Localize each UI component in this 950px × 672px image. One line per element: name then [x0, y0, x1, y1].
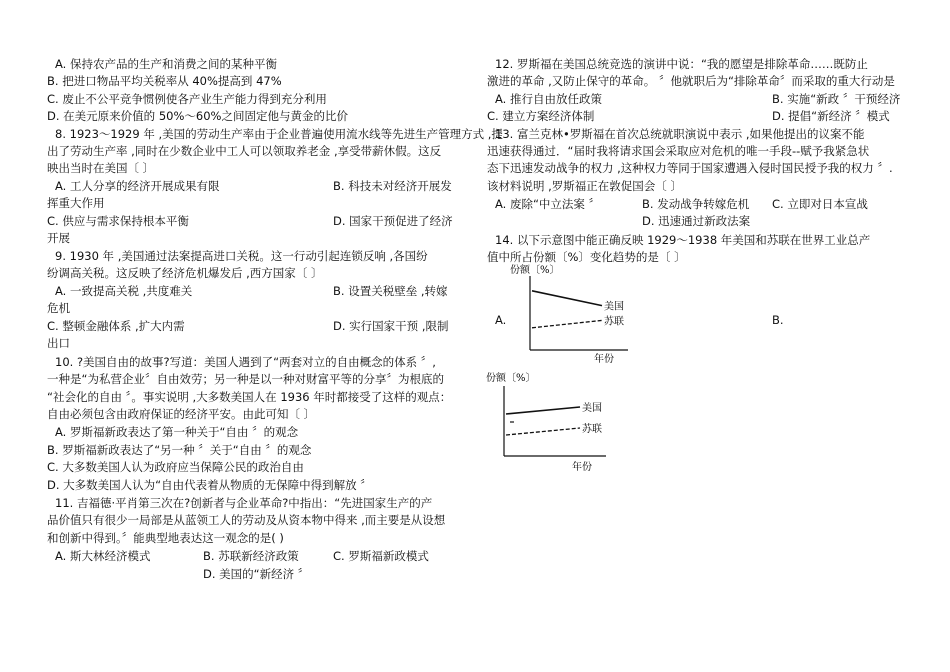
chart-a [508, 262, 638, 364]
q10-stem-line3: “社会化的自由 〞。事实说明 ,大多数美国人在 1936 年时都接受了这样的观点： [47, 390, 452, 404]
q7-option-b[interactable]: B. 把进口物品平均关税率从 40%提高到 47% [47, 74, 282, 88]
chart-b-legend-ussr: 苏联 [582, 424, 602, 435]
q8-stem-line2: 出了劳动生产率 ,同时在少数企业中工人可以领取养老金 ,享受带薪休假。这反 [47, 144, 442, 158]
chart-b-ylabel: 份额〔%〕 [486, 373, 536, 384]
q10-option-d[interactable]: D. 大多数美国人认为“自由代表着从物质的无保障中得到解放 〞 [47, 478, 372, 492]
chart-a-series-line-ussr [532, 320, 602, 327]
q13-stem-line4: 该材料说明 ,罗斯福正在敦促国会〔 〕 [487, 179, 682, 193]
q13-stem-line3: 态下迅速发动战争的权力 ,这种权力等同于国家遭遇入侵时国民授予我的权力 〞. [487, 161, 893, 175]
q11-stem-line3: 和创新中得到。〞能典型地表达这一观念的是( ) [47, 531, 284, 545]
q9-option-b[interactable]: B. 设置关税壁垒 ,转嫁 [333, 284, 448, 298]
q11-option-a[interactable]: A. 斯大林经济模式 [55, 549, 151, 563]
q8-option-a[interactable]: A. 工人分享的经济开展成果有限 [55, 179, 220, 193]
q9-option-a[interactable]: A. 一致提高关税 ,共度难关 [55, 284, 193, 298]
q14-option-b[interactable]: B. [772, 313, 784, 327]
q9-option-d[interactable]: D. 实行国家干预 ,限制 [333, 319, 449, 333]
q14-stem-line2: 值中所占份额〔%〕变化趋势的是〔 〕 [487, 250, 686, 264]
chart-a-series-line-usa [532, 291, 602, 306]
q11-option-d[interactable]: D. 美国的“新经济 〞 [203, 567, 310, 581]
q10-stem-line4: 自由必须包含由政府保证的经济平安。由此可知〔 〕 [47, 407, 316, 421]
q9-stem-line1: 9. 1930 年 ,美国通过法案提高进口关税。这一行动引起连锁反响 ,各国纷 [55, 249, 428, 263]
chart-b-series-line-ussr [506, 428, 580, 435]
chart-b [484, 370, 614, 474]
q8-stem-line3: 映出当时在美国〔 〕 [47, 161, 155, 175]
chart-b-series-line-usa [506, 407, 580, 414]
q8-option-b[interactable]: B. 科技未对经济开展发 [333, 179, 452, 193]
q7-option-d[interactable]: D. 在美元原来价值的 50%～60%之间固定他与黄金的比价 [47, 109, 348, 123]
q12-stem-line2: 激进的革命 ,又防止保守的革命。 〞他就职后为“排除革命〞而采取的重大行动是 [487, 74, 895, 88]
q10-stem-line2: 一种是“为私营企业〞自由效劳；另一种是以一种对财富平等的分享〞为根底的 [47, 372, 444, 386]
chart-a-legend-usa: 美国 [604, 301, 624, 313]
q13-option-b[interactable]: B. 发动战争转嫁危机 [642, 197, 750, 211]
q11-stem-line2: 品价值只有很少一局部是从蓝领工人的劳动及从资本物中得来 ,而主要是从设想 [47, 513, 446, 527]
q7-option-a[interactable]: A. 保持农产品的生产和消费之间的某种平衡 [55, 57, 277, 71]
q13-option-c[interactable]: C. 立即对日本宣战 [772, 197, 868, 211]
q8-option-d-cont: 开展 [47, 231, 70, 245]
q9-option-c[interactable]: C. 整顿金融体系 ,扩大内需 [47, 319, 185, 333]
q11-option-c[interactable]: C. 罗斯福新政模式 [333, 549, 429, 563]
chart-b-xlabel: 年份 [572, 462, 592, 473]
q9-option-d-cont: 出口 [47, 336, 70, 350]
q10-option-c[interactable]: C. 大多数美国人认为政府应当保障公民的政治自由 [47, 460, 304, 474]
q10-stem-line1: 10. ?美国自由的故事?写道：美国人遇到了“两套对立的自由概念的体系 〞, [55, 355, 436, 369]
q9-option-b-cont: 危机 [47, 301, 70, 315]
q13-option-a[interactable]: A. 废除“中立法案 〞 [495, 197, 601, 211]
q11-option-b[interactable]: B. 苏联新经济政策 [203, 549, 299, 563]
q12-option-c[interactable]: C. 建立方案经济体制 [487, 109, 595, 123]
q12-option-a[interactable]: A. 推行自由放任政策 [495, 92, 602, 106]
q8-stem-line1: 8. 1923～1929 年 ,美国的劳动生产率由于企业普遍使用流水线等先进生产管理方式 ,提 [55, 127, 503, 141]
chart-a-ylabel: 份额〔%〕 [510, 265, 560, 276]
q10-option-b[interactable]: B. 罗斯福新政表达了“另一种 〞关于“自由 〞的观念 [47, 443, 312, 457]
q13-stem-line1: 13. 富兰克林•罗斯福在首次总统就职演说中表示 ,如果他提出的议案不能 [495, 127, 865, 141]
q12-option-b[interactable]: B. 实施“新政 〞干预经济 [772, 92, 901, 106]
q14-option-a[interactable]: A. [495, 313, 507, 327]
q14-stem-line1: 14. 以下示意图中能正确反映 1929～1938 年美国和苏联在世界工业总产 [495, 233, 871, 247]
chart-a-legend-ussr: 苏联 [604, 316, 624, 328]
q13-option-d[interactable]: D. 迅速通过新政法案 [642, 214, 751, 228]
q7-option-c[interactable]: C. 废止不公平竞争惯例使各产业生产能力得到充分利用 [47, 92, 327, 106]
q9-stem-line2: 纷调高关税。这反映了经济危机爆发后 ,西方国家〔 〕 [47, 266, 323, 280]
q8-option-c[interactable]: C. 供应与需求保持根本平衡 [47, 214, 189, 228]
q8-option-b-cont: 挥重大作用 [47, 196, 105, 210]
q12-option-d[interactable]: D. 提倡“新经济 〞模式 [772, 109, 890, 123]
chart-b-legend-usa: 美国 [582, 403, 602, 414]
q12-stem-line1: 12. 罗斯福在美国总统竞选的演讲中说：“我的愿望是排除革命……既防止 [495, 57, 868, 71]
q10-option-a[interactable]: A. 罗斯福新政表达了第一种关于“自由 〞的观念 [55, 425, 299, 439]
q8-option-d[interactable]: D. 国家干预促进了经济 [333, 214, 453, 228]
chart-a-xlabel: 年份 [594, 354, 614, 364]
q13-stem-line2: 迅速获得通过．“届时我将请求国会采取应对危机的唯一手段--赋予我紧急状 [487, 144, 870, 158]
q11-stem-line1: 11. 吉福德·平肖第三次在?创新者与企业革命?中指出：“先进国家生产的产 [55, 496, 433, 510]
